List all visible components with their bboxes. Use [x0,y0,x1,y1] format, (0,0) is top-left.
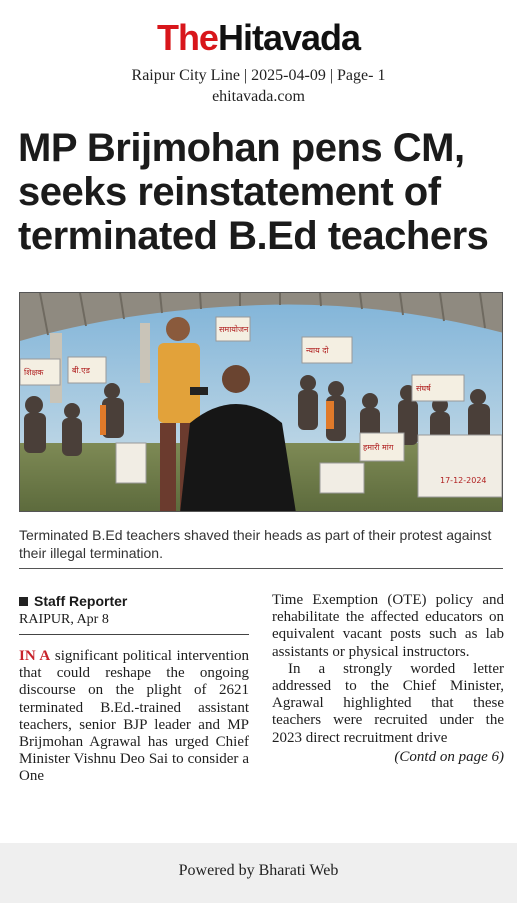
paragraph-1-text: significant political intervention that could reshape the ongoing discourse on the plight of 2621 terminated B.Ed.-trained assistant teachers, senior BJP leader and MP Brijmohan Agrawal has urged Chief Minister Vishnu Deo Sai to consider a One [19,648,249,785]
placard-1: शिक्षक [24,368,44,377]
photo-caption: Terminated B.Ed teachers shaved their heads as part of their protest against their illegal termination. [19,527,492,561]
logo-the: The [156,17,218,58]
article-paragraph-1-cont: Time Exemption (OTE) policy and rehabilitate the affected educators on equivalent vacant posts such as lab assistants or physical instructors. [272,592,504,660]
byline [19,592,249,610]
article-column-left [19,592,249,786]
article-paragraph-2: In a strongly worded letter addressed to the Chief Minister, Agrawal highlighted that these teachers were recruited under the 2023 direct recruitment drive [272,660,504,746]
footer [0,843,517,903]
placard-2: बी.एड [72,366,90,375]
byline-divider [19,634,249,635]
article-paragraph-1 [19,648,249,786]
site-link[interactable]: ehitavada.com [212,88,305,105]
protest-photo-illustration [20,293,503,512]
byline-text: Staff Reporter [34,593,128,609]
continued-link[interactable]: (Contd on page 6) [394,748,504,765]
placard-7: 17-12-2024 [440,476,487,485]
headline [18,126,508,258]
edition-line: Raipur City Line | 2025-04-09 | Page- 1 [131,67,386,84]
newspaper-logo[interactable] [157,18,360,58]
placard-6: हमारी मांग [363,443,394,452]
placard-4: न्याय दो [306,346,329,355]
headline-line-1: MP Brijmohan pens CM, [18,126,465,170]
square-bullet-icon [19,597,28,606]
lead-in: IN A [19,648,51,664]
protest-photo[interactable] [19,292,503,512]
placard-5: संघर्ष [416,384,431,393]
headline-line-3: terminated B.Ed teachers [18,214,489,258]
article-column-right [272,592,504,766]
footer-text[interactable]: Powered by Bharati Web [178,862,339,879]
placard-3: समायोजन [219,325,249,334]
logo-hitavada: Hitavada [217,17,361,58]
masthead [0,18,517,58]
dateline: RAIPUR, Apr 8 [19,612,109,627]
caption-divider [19,568,503,569]
headline-line-2: seeks reinstatement of [18,170,441,214]
